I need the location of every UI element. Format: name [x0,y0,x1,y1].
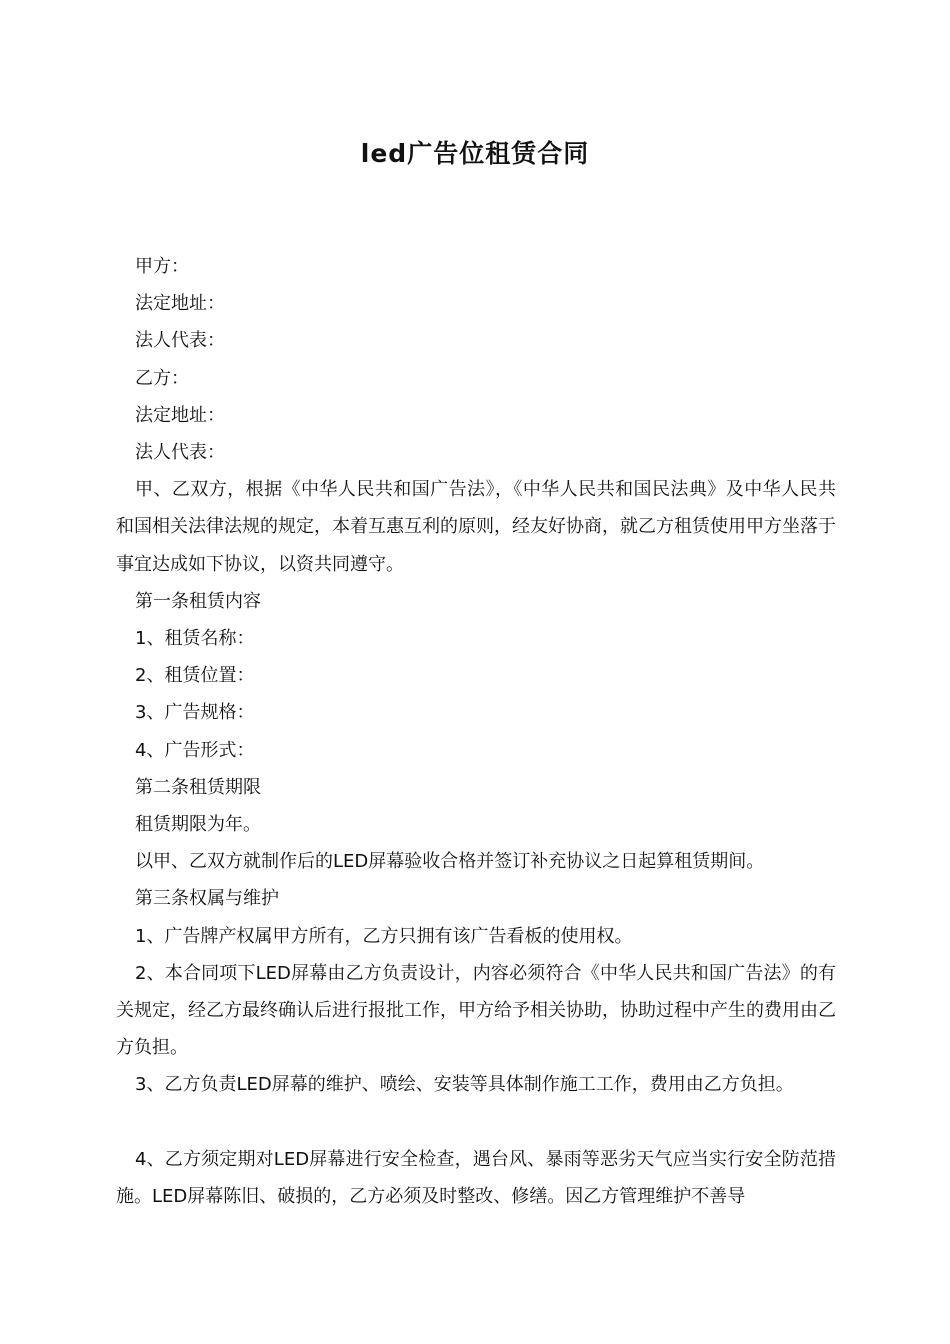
party-a-representative: 法人代表： [135,330,225,352]
article-2-heading: 第二条租赁期限 [135,776,261,798]
document-title: led广告位租赁合同 [360,139,590,168]
article-3-heading: 第三条权属与维护 [135,888,279,910]
article-1-item-2: 2、租赁位置： [135,665,255,687]
article-1-heading: 第一条租赁内容 [135,590,261,612]
party-a-address: 法定地址： [135,293,225,315]
article-3-item-3: 3、乙方负责LED屏幕的维护、喷绘、安装等具体制作施工工作，费用由乙方负担。 [135,1074,794,1096]
article-2-term: 租赁期限为年。 [135,814,261,836]
article-1-item-1: 1、租赁名称： [135,628,255,650]
document-body [116,248,836,1215]
preamble-paragraph: 甲、乙双方，根据《中华人民共和国广告法》，《中华人民共和国民法典》及中华人民共和国相关法律法规的规定，本着互惠互利的原则，经友好协商，就乙方租赁使用甲方坐落于事宜达成如下协议，以资共同遵守。 [116,479,836,575]
article-3-item-4: 4、乙方须定期对LED屏幕进行安全检查，遇台风、暴雨等恶劣天气应当实行安全防范措施。LED屏幕陈旧、破损的，乙方必须及时整改、修缮。因乙方管理维护不善导 [116,1148,836,1207]
party-a-label: 甲方： [135,256,189,277]
article-3-item-2: 2、本合同项下LED屏幕由乙方负责设计，内容必须符合《中华人民共和国广告法》的有关规定，经乙方最终确认后进行报批工作，甲方给予相关协助，协助过程中产生的费用由乙方负担。 [116,962,836,1059]
party-b-representative: 法人代表： [135,442,225,464]
party-b-label: 乙方： [135,367,189,389]
article-1-item-3: 3、广告规格： [135,702,255,724]
article-3-item-1: 1、广告牌产权属甲方所有，乙方只拥有该广告看板的使用权。 [135,925,633,947]
article-1-item-4: 4、广告形式： [135,739,255,761]
party-b-address: 法定地址： [135,404,225,426]
article-2-start-clause: 以甲、乙双方就制作后的LED屏幕验收合格并签订补充协议之日起算租赁期间。 [135,851,765,873]
